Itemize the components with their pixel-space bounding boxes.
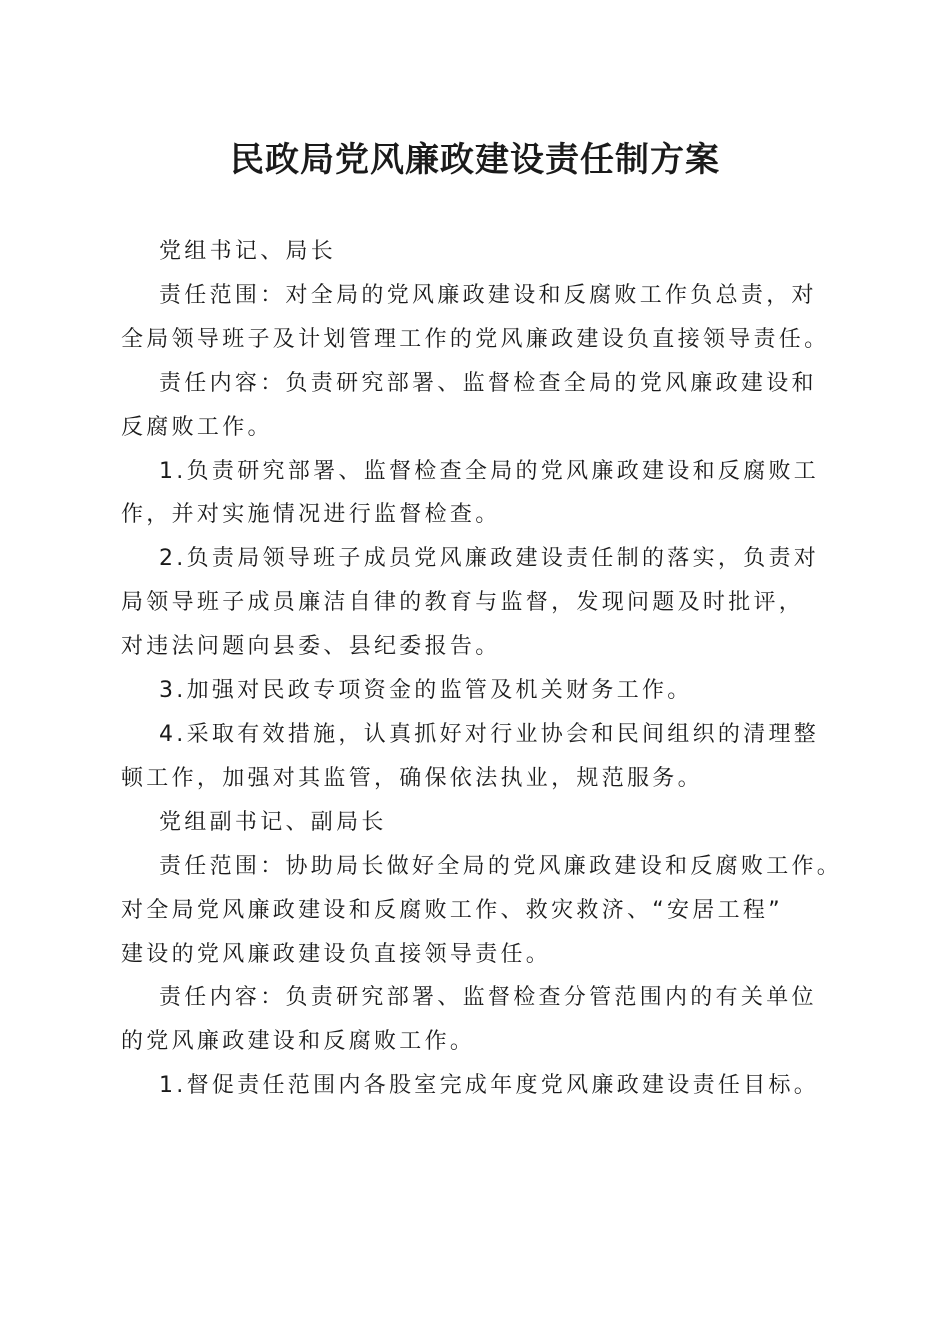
paragraph-deputy-content: [121, 976, 836, 1064]
text-line: 对全局党风廉政建设和反腐败工作、救灾救济、“安居工程”: [121, 897, 783, 923]
paragraph-scope: [121, 274, 836, 362]
text-line: 建设的党风廉政建设负直接领导责任。: [121, 941, 552, 967]
paragraph-item-4: [121, 713, 836, 801]
document-title: 民政局党风廉政建设责任制方案: [230, 140, 720, 180]
text-line: 责任内容：负责研究部署、监督检查分管范围内的有关单位: [159, 985, 817, 1011]
text-line: 顿工作，加强对其监管，确保依法执业，规范服务。: [121, 765, 703, 791]
text-line: 党组副书记、副局长: [159, 809, 387, 835]
text-line: 1.督促责任范围内各股室完成年度党风廉政建设责任目标。: [159, 1073, 820, 1099]
paragraph-item-3: [121, 669, 836, 713]
text-line: 责任范围：协助局长做好全局的党风廉政建设和反腐败工作。: [159, 853, 843, 879]
text-line: 1.负责研究部署、监督检查全局的党风廉政建设和反腐败工: [159, 458, 820, 484]
paragraph-item-2: [121, 537, 836, 669]
text-line: 的党风廉政建设和反腐败工作。: [121, 1029, 476, 1055]
text-line: 反腐败工作。: [121, 414, 273, 440]
document-body: [121, 230, 843, 1108]
text-line: 责任内容：负责研究部署、监督检查全局的党风廉政建设和: [159, 370, 817, 396]
paragraph-deputy-item-1: [121, 1064, 836, 1108]
paragraph-content: [121, 362, 836, 450]
text-line: 3.加强对民政专项资金的监管及机关财务工作。: [159, 678, 693, 704]
paragraph-role-secretary-director: [121, 230, 836, 274]
text-line: 作，并对实施情况进行监督检查。: [121, 502, 501, 528]
paragraph-deputy-scope: [121, 845, 843, 977]
text-line: 局领导班子成员廉洁自律的教育与监督，发现问题及时批评，: [121, 590, 805, 616]
text-line: 2.负责局领导班子成员党风廉政建设责任制的落实，负责对: [159, 546, 820, 572]
text-line: 对违法问题向县委、县纪委报告。: [121, 634, 501, 660]
paragraph-item-1: [121, 450, 836, 538]
text-line: 责任范围：对全局的党风廉政建设和反腐败工作负总责，对: [159, 282, 817, 308]
text-line: 全局领导班子及计划管理工作的党风廉政建设负直接领导责任。: [121, 326, 830, 352]
text-line: 党组书记、局长: [159, 239, 337, 264]
text-line: 4.采取有效措施，认真抓好对行业协会和民间组织的清理整: [159, 721, 820, 747]
paragraph-role-deputy: [121, 801, 836, 845]
